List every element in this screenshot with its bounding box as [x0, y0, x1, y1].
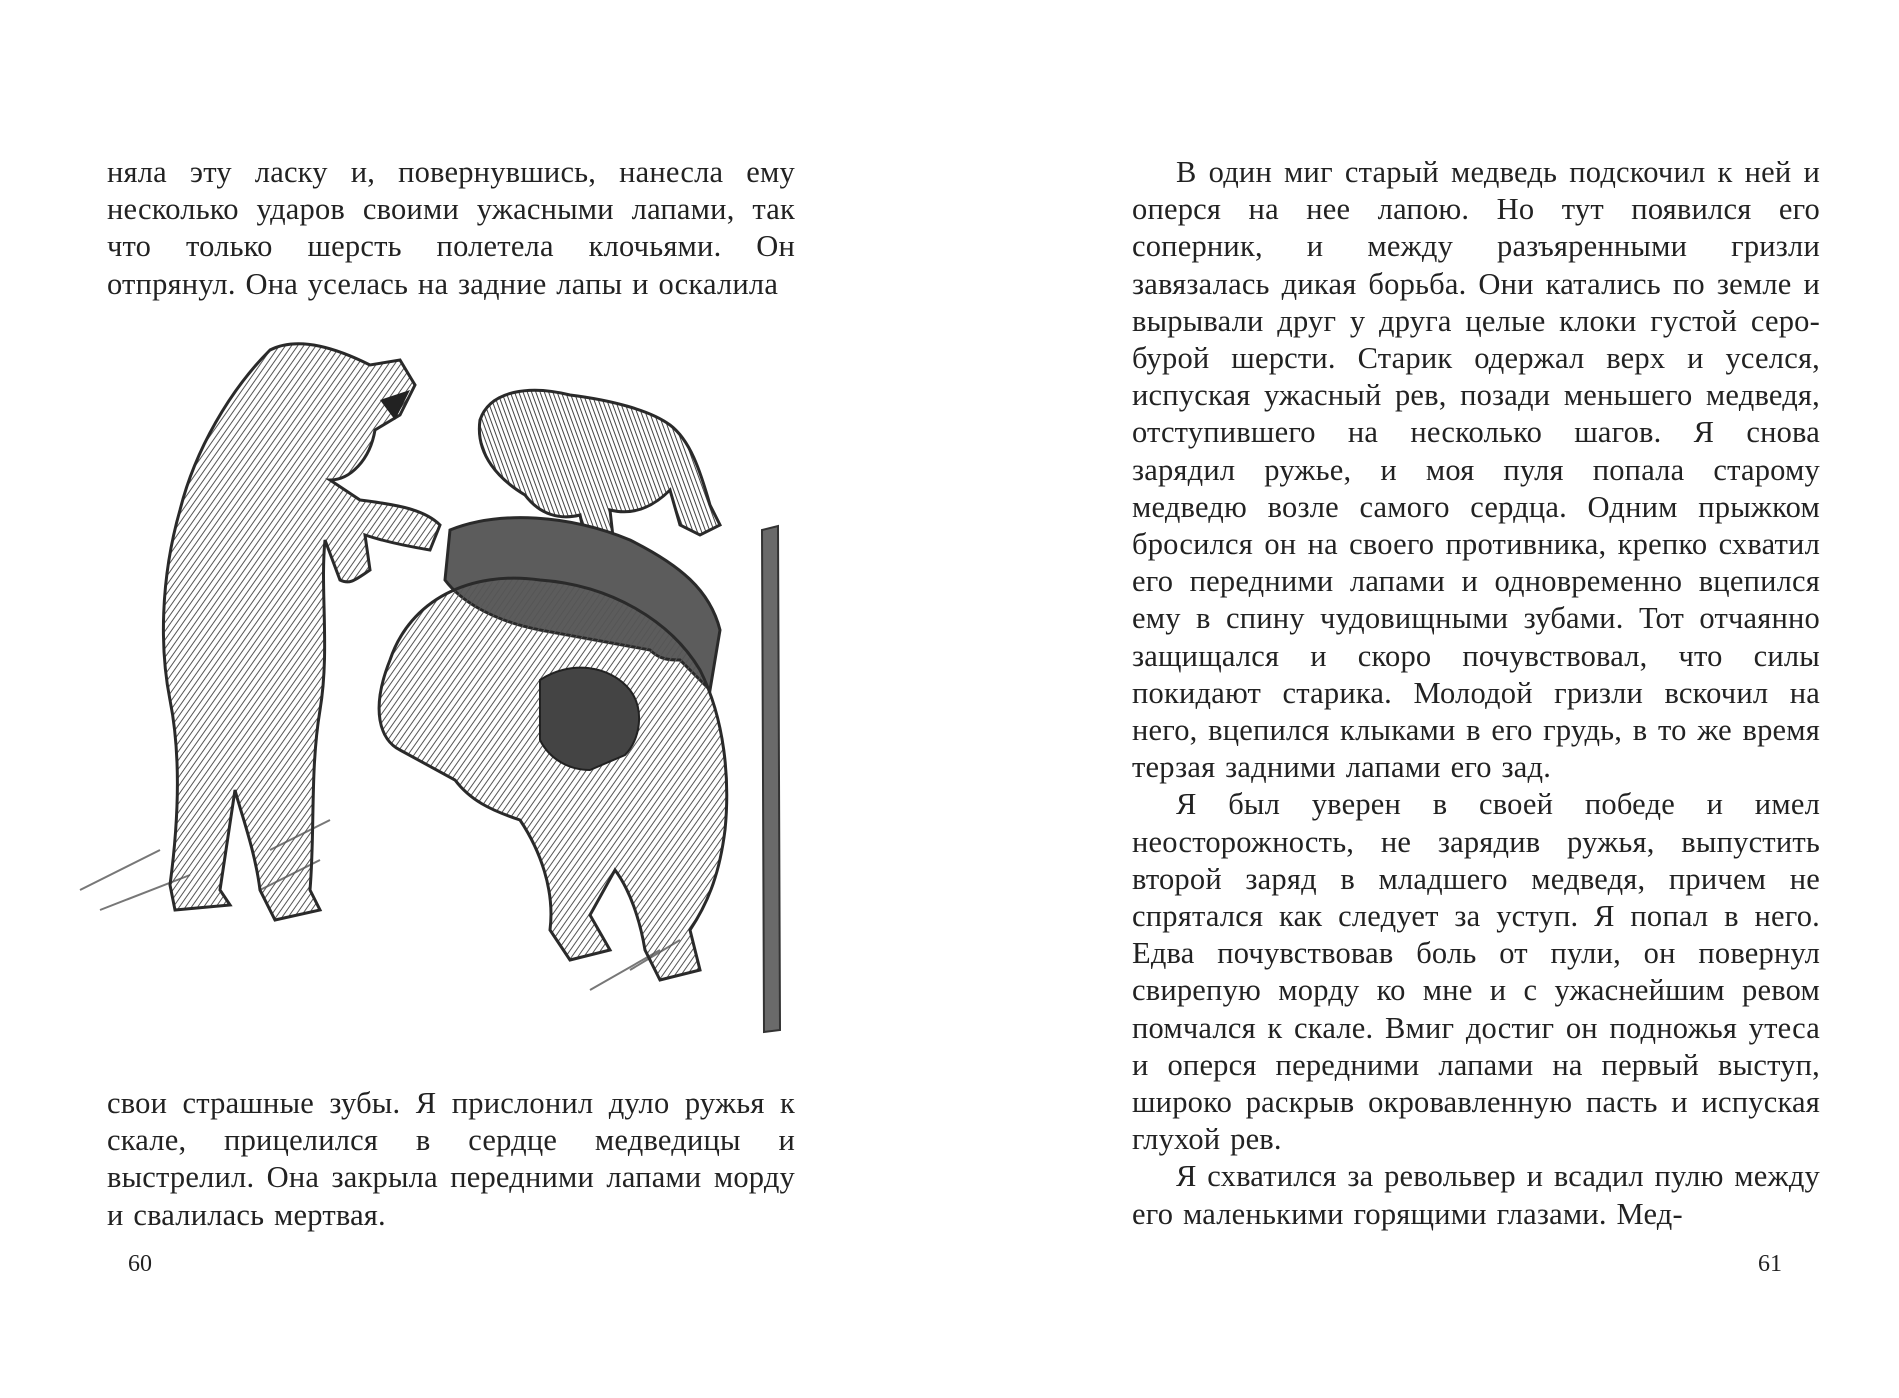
right-text-paragraph: Я схватился за револьвер и всадил пулю между его маленькими горящими глазами. Мед- — [1132, 1159, 1820, 1231]
left-page-text-top — [107, 154, 795, 303]
left-text-paragraph: свои страшные зубы. Я прислонил дуло ружья к скале, прицелился в сердце медведицы и выстрелил. Она закрыла передними лапами морду и свалилась мертвая. — [107, 1086, 795, 1232]
right-text-paragraph: В один миг старый медведь подскочил к ней и оперся на нее лапою. Но тут появился его соперник, и между разъяренными гризли завязалась дикая борьба. Они катались по земле и вырывали друг у друга целые клоки густой серо-бурой шерсти. Старик одержал верх и уселся, испуская ужасный рев, позади меньшего медведя, отступившего на несколько шагов. Я снова зарядил ружье, и моя пуля попала старому медведю возле самого сердца. Одним прыжком бросился он на своего противника, крепко схватил его передними лапами и одновременно вцепился ему в спину чудовищными зубами. Тот отчаянно защищался и скоро почувствовал, что силы покидают старика. Молодой гризли вскочил на него, вцепился клыками в его грудь, в то же время терзая задними лапами его зад. — [1132, 155, 1820, 785]
right-text-paragraph: Я был уверен в своей победе и имел неосторожность, не зарядив ружья, выпустить второй заряд в младшего медведя, причем не спрятался как следует за уступ. Я попал в него. Едва почувствовав боль от пули, он повернул свирепую морду ко мне и с ужаснейшим ревом помчался к скале. Вмиг достиг он подножья утеса и оперся передними лапами на первый выступ, широко раскрыв окровавленную пасть и испуская глухой рев. — [1132, 787, 1820, 1157]
left-text-paragraph: няла эту ласку и, повернувшись, нанесла ему несколько ударов своими ужасными лапами, так что только шерсть полетела клочьями. Он отпрянул. Она уселась на задние лапы и оскалила — [107, 155, 795, 301]
right-page-text — [1132, 154, 1820, 1233]
page-number-right: 61 — [1758, 1251, 1782, 1277]
right-page — [950, 0, 1899, 1398]
bears-fighting-illustration — [70, 330, 795, 1055]
left-page-text-bottom — [107, 1085, 795, 1234]
page-number-left: 60 — [128, 1251, 152, 1277]
